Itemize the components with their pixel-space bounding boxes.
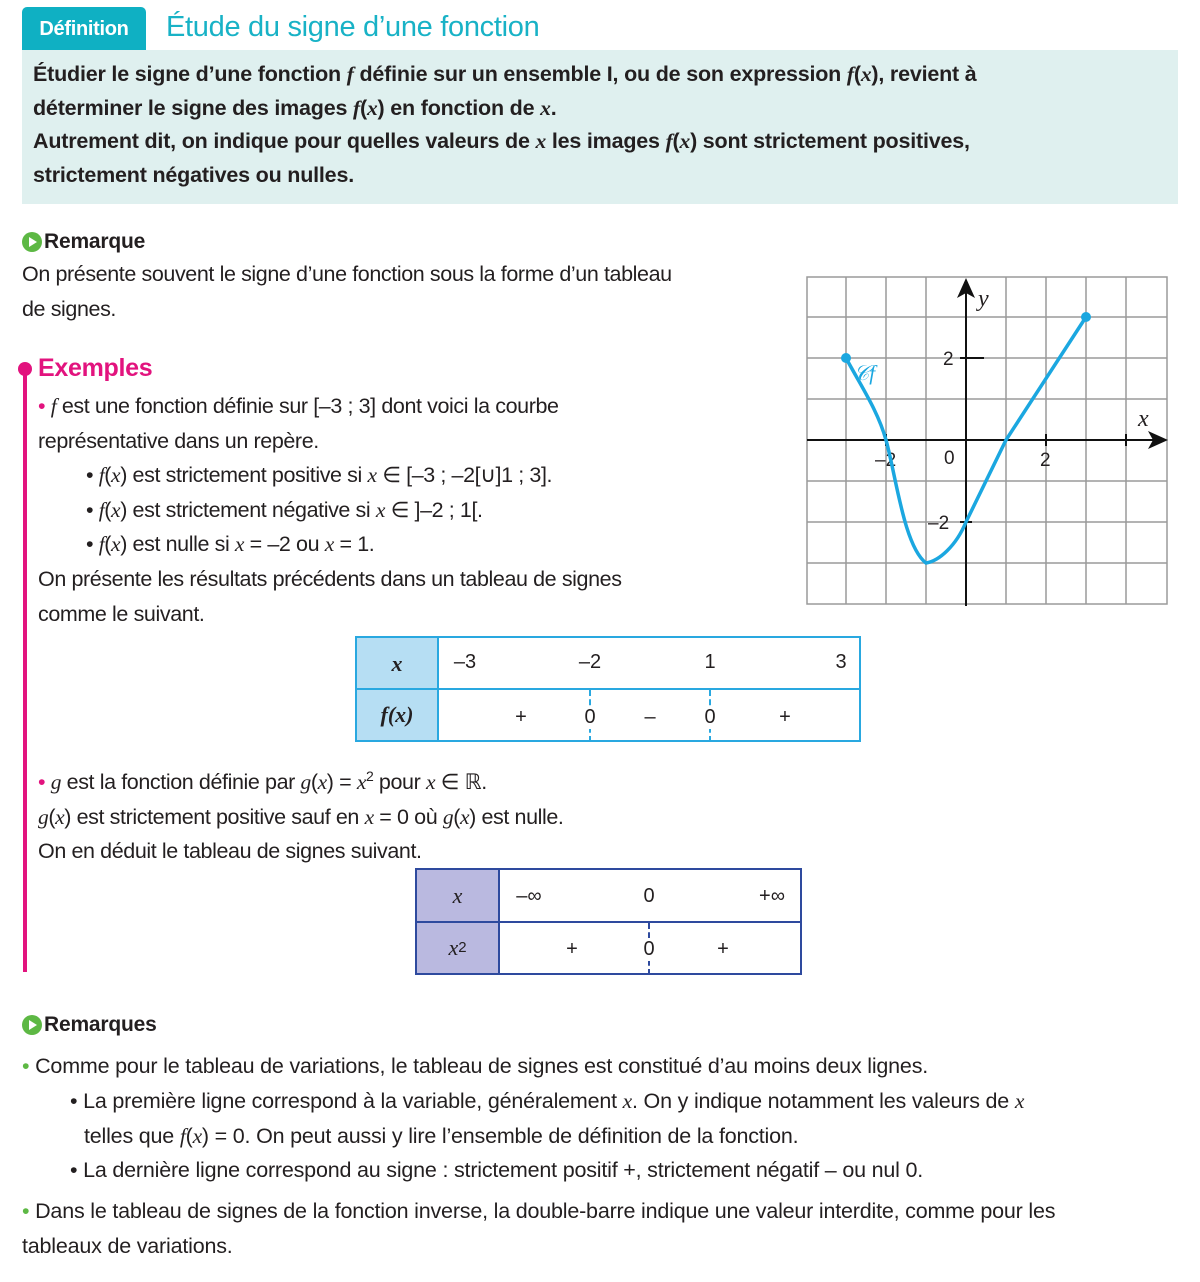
examples-dot-icon	[18, 362, 32, 376]
definition-line-1: Étudier le signe d’une fonction f définie sur un ensemble I, ou de son expression f(x), revient à	[33, 62, 977, 86]
table-f-row-divider	[357, 688, 859, 690]
table-g-sign: +	[566, 938, 578, 960]
table-f-x-value: –3	[453, 651, 477, 673]
remarques-bullet-1: • Comme pour le tableau de variations, le tableau de signes est constitué d’au moins deux lignes.	[22, 1054, 929, 1078]
bullet: •	[38, 394, 46, 418]
table-f-sign: 0	[704, 706, 716, 728]
definition-line-4: strictement négatives ou nulles.	[33, 162, 354, 187]
y-tick-label: 2	[943, 349, 954, 370]
remarque-heading: Remarque	[22, 228, 145, 256]
f-point-negative: • f(x) est strictement négative si x ∈ ]–2 ; 1[.	[86, 497, 483, 522]
remarques-heading: Remarques	[22, 1011, 157, 1039]
example-f-points	[86, 458, 786, 562]
table-g-sign: +	[717, 938, 729, 960]
table-f-sign: 0	[584, 706, 596, 728]
x-axis-label: x	[1138, 406, 1149, 432]
x-tick-label: –2	[875, 450, 897, 471]
table-f-x-value: –2	[578, 651, 602, 673]
table-g-x-value: +∞	[759, 885, 785, 907]
table-f-x-value: 1	[704, 651, 716, 673]
play-arrow-icon	[22, 232, 42, 252]
table-g-x-value: 0	[643, 885, 655, 907]
remarques-sub-1: • La première ligne correspond à la variable, généralement x. On y indique notamment les valeurs de x telles que f(x) = 0. On peut aussi y lire l’ensemble de définition de la fonction. • La dernière ligne correspond au signe : strictement positif +, strictement négatif – ou nul 0.	[70, 1089, 1025, 1182]
bullet: •	[22, 1054, 30, 1078]
origin-label: 0	[944, 448, 955, 469]
table-g-header-x2: x 2	[417, 922, 498, 973]
y-tick-label: –2	[928, 513, 950, 534]
examples-margin-line	[23, 371, 27, 972]
example-f-intro: • f est une fonction définie sur [–3 ; 3] dont voici la courbe représentative dans un repère.	[38, 394, 559, 453]
f-point-zero: • f(x) est nulle si x = –2 ou x = 1.	[86, 532, 375, 556]
graph-axes	[807, 286, 1158, 606]
f-point-positive: • f(x) est strictement positive si x ∈ [–3 ; –2[∪]1 ; 3].	[86, 463, 553, 487]
table-g-x-value: –∞	[516, 885, 542, 907]
example-g-text: • g est la fonction définie par $g(x) = x^2$ pour x ∈ ℝ. g(x) est strictement positive sauf en x = 0 où g(x) est nulle. On en déduit le tableau de signes suivant.	[38, 768, 564, 864]
table-g-row-divider	[417, 921, 800, 923]
example-f-conclusion: On présente les résultats précédents dans un tableau de signes comme le suivant.	[38, 567, 622, 626]
definition-line-2: déterminer le signe des images f(x) en fonction de x.	[33, 95, 557, 120]
bullet: •	[22, 1199, 30, 1223]
table-g-sign: 0	[643, 938, 655, 960]
sign-table-g	[415, 868, 802, 975]
examples-heading: Exemples	[38, 354, 153, 382]
definition-text	[33, 58, 1163, 192]
definition-line-3: Autrement dit, on indique pour quelles valeurs de x les images f(x) sont strictement positives,	[33, 129, 970, 153]
curve-end-point	[1081, 312, 1091, 322]
table-f-header-x: x	[357, 638, 437, 689]
curve-start-point	[841, 353, 851, 363]
play-arrow-icon	[22, 1015, 42, 1035]
table-f-x-value: 3	[835, 651, 847, 673]
remarque-text: On présente souvent le signe d’une fonction sous la forme d’un tableau de signes.	[22, 262, 672, 321]
table-f-sign: +	[515, 706, 527, 728]
table-f-sign: –	[644, 706, 656, 728]
table-f-header-fx: f(x)	[357, 689, 437, 740]
x-tick-label: 2	[1040, 450, 1051, 471]
table-g-header-x: x	[417, 870, 498, 922]
definition-badge: Définition	[22, 7, 146, 50]
table-f-sign: +	[779, 706, 791, 728]
curve-label: 𝒞f	[854, 361, 876, 385]
sign-table-f	[355, 636, 861, 742]
y-axis-label: y	[978, 286, 989, 312]
remarques-bullet-2: • Dans le tableau de signes de la fonction inverse, la double-barre indique une valeur interdite, comme pour les tableaux de variations.	[22, 1199, 1056, 1258]
definition-title: Étude du signe d’une fonction	[166, 11, 540, 43]
function-graph	[806, 276, 1168, 606]
